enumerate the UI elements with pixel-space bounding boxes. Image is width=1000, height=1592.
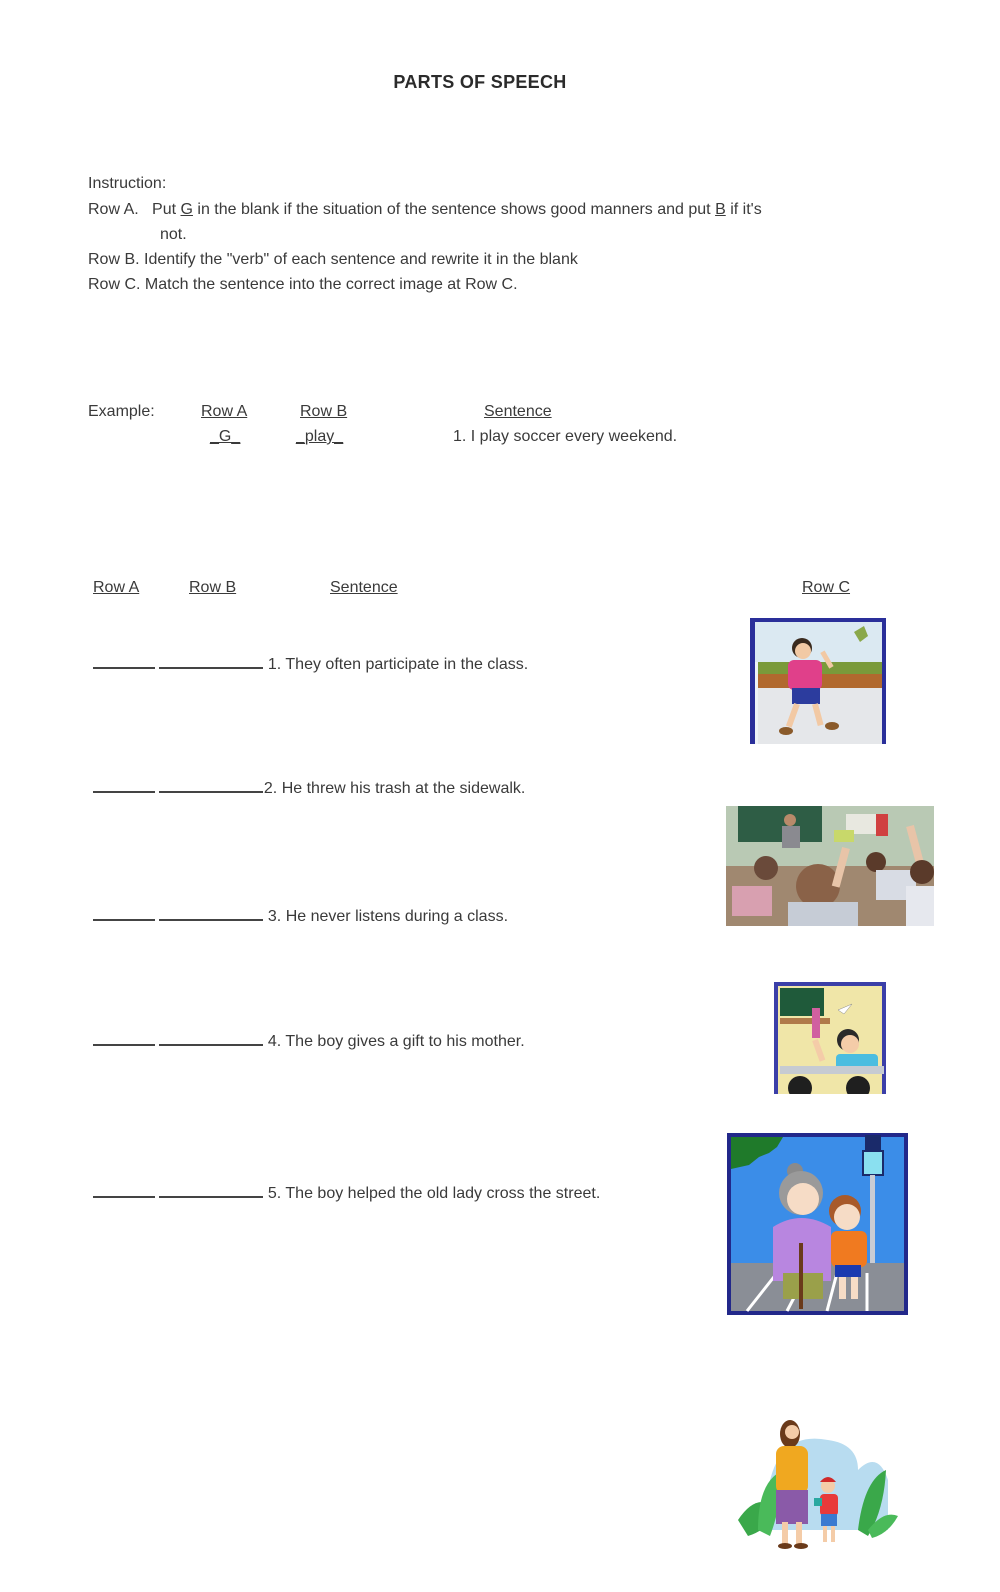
list-item: [93, 780, 525, 798]
sentence-text: 3. He never listens during a class.: [267, 908, 509, 925]
instruction-heading: Instruction:: [88, 175, 167, 192]
row-a-label: Row A.: [88, 201, 139, 218]
instruction-row-a: [88, 201, 762, 219]
row-a-blank[interactable]: [93, 1196, 155, 1198]
list-item: [93, 656, 528, 674]
example-sentence: 1. I play soccer every weekend.: [453, 428, 678, 445]
sentence-text: 5. The boy helped the old lady cross the street.: [267, 1185, 601, 1202]
row-b-blank[interactable]: [159, 791, 263, 793]
mother-and-child-image[interactable]: [728, 1410, 898, 1560]
instruction-row-c: Row C. Match the sentence into the correct image at Row C.: [88, 276, 518, 293]
header-sentence: Sentence: [330, 579, 398, 596]
boy-littering-image[interactable]: [750, 618, 886, 744]
example-answer-row-a: _G_: [210, 428, 241, 445]
sentence-text: 1. They often participate in the class.: [267, 656, 529, 673]
sentence-text: 4. The boy gives a gift to his mother.: [267, 1033, 525, 1050]
sentence-text: 2. He threw his trash at the sidewalk.: [263, 780, 526, 797]
list-item: [93, 908, 508, 926]
example-answer-row-b: _play_: [296, 428, 344, 445]
row-a-blank[interactable]: [93, 791, 155, 793]
row-b-blank[interactable]: [159, 1044, 263, 1046]
list-item: [93, 1033, 525, 1051]
crossing-street-cartoon: [727, 1133, 908, 1315]
row-b-blank[interactable]: [159, 1196, 263, 1198]
row-a-text-2: in the blank if the situation of the sentence shows good manners and put: [192, 201, 716, 218]
header-row-b: Row B: [189, 579, 237, 596]
row-a-blank[interactable]: [93, 667, 155, 669]
row-b-blank[interactable]: [159, 919, 263, 921]
row-a-blank[interactable]: [93, 919, 155, 921]
header-row-a: Row A: [93, 579, 140, 596]
boy-not-listening-image[interactable]: [774, 982, 886, 1094]
classroom-photo: [726, 806, 934, 926]
header-row-c: Row C: [802, 579, 851, 596]
list-item: [93, 1185, 600, 1203]
boy-helping-old-lady-image[interactable]: [727, 1133, 908, 1315]
classroom-cartoon: [774, 982, 886, 1094]
page-title: PARTS OF SPEECH: [393, 72, 567, 92]
mother-child-illustration: [728, 1410, 898, 1560]
row-a-b: B: [715, 201, 726, 218]
instruction-row-b: Row B. Identify the "verb" of each sentence and rewrite it in the blank: [88, 251, 578, 268]
classroom-hands-raised-image[interactable]: [726, 806, 934, 926]
row-a-blank[interactable]: [93, 1044, 155, 1046]
example-col-row-a: Row A: [201, 403, 248, 420]
row-a-g: G: [180, 201, 193, 218]
example-label: Example:: [88, 403, 155, 420]
example-col-sentence: Sentence: [484, 403, 552, 420]
instruction-row-a-continuation: not.: [160, 226, 187, 243]
boy-littering-illustration: [750, 618, 886, 744]
row-b-blank[interactable]: [159, 667, 263, 669]
row-a-text-3: if it's: [725, 201, 762, 218]
example-col-row-b: Row B: [300, 403, 348, 420]
row-a-text-1: Put: [152, 201, 181, 218]
